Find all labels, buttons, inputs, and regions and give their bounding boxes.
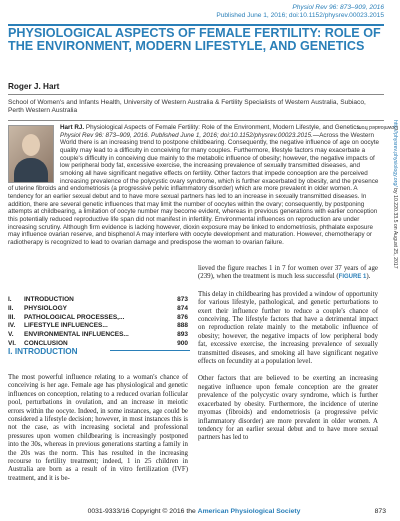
toc-item[interactable]: II. PHYSIOLOGY 874 — [8, 304, 188, 312]
section-heading: I. INTRODUCTION — [8, 347, 78, 356]
affiliation-divider — [8, 120, 384, 121]
figure-1-link[interactable]: FIGURE 1 — [338, 274, 367, 281]
abstract-title: Physiological Aspects of Female Fertility: Role of the Environment, Modern Lifestyle, and Genetics. — [85, 124, 362, 131]
author-divider — [8, 94, 384, 95]
intro-paragraph-2: This delay in childbearing has provided a window of opportunity for various lifestyle, pathological, and genetic perturbations to exert their influence further to reduce a couple's chance of conceiving. The lifestyle factors that have a detrimental impact on reproduction relate mainly to the metabolic influence of obesity; however, the negative impacts of low peripheral body fat, excessive exercise, the increasing prevalence of sexually transmitted diseases, and smoking all have significant negative effects on fecundity at a population level. — [198, 290, 378, 366]
journal-line-1: Physiol Rev 96: 873–909, 2016 — [292, 4, 384, 11]
table-of-contents — [8, 296, 188, 349]
intro-column-right — [198, 265, 378, 452]
society-link[interactable]: American Physiological Society — [197, 508, 301, 515]
toc-item[interactable]: IV. LIFESTYLE INFLUENCES... 888 — [8, 322, 188, 330]
journal-citation — [216, 4, 384, 21]
toc-item[interactable]: I. INTRODUCTION 873 — [8, 296, 188, 303]
section-rule — [110, 350, 190, 351]
article-title: PHYSIOLOGICAL ASPECTS OF FEMALE FERTILITY: ROLE OF THE ENVIRONMENT, MODERN LIFESTYLE, AND GENETICS — [8, 26, 381, 54]
abstract — [8, 124, 382, 247]
abstract-citation: Physiol Rev 96: 873–909, 2016. Published June 1, 2016; doi:10.1152/physrev.00023.2015.— — [60, 131, 320, 139]
journal-line-2: Published June 1, 2016; doi:10.1152/physrev.00023.2015 — [216, 12, 384, 20]
toc-item[interactable]: VI. CONCLUSION 900 — [8, 339, 188, 347]
author-name: Roger J. Hart — [8, 82, 60, 91]
intro-paragraph-1: lieved the figure reaches 1 in 7 for women over 37 years of age (239), when the treatment is much less successful (FIGURE 1). — [198, 265, 378, 281]
download-notice: Downloaded from http://physrev.physiology.org/ by 10.220.33.5 on August 25, 2017 — [357, 120, 398, 269]
intro-paragraph-3: Other factors that are believed to be exerting an increasing negative influence upon female conception are the greater prevalence of the polycystic ovary syndrome, which is further exacerbated by obesity. Furthermore, the incidence of uterine myomas (fibroids) and endometriosis (a progressive pelvic inflammatory disorder) are more prevalent in older women. A tendency for an earlier sexual debut and to have more sexual partners has led to — [198, 375, 378, 442]
page-number: 873 — [374, 508, 386, 515]
download-link[interactable]: http://physrev.physiology.org/ — [392, 120, 398, 187]
author-affiliation: School of Women's and Infants Health, University of Western Australia & Fertility Specialists of Western Australia, Subiaco, Perth Western Australia — [8, 99, 366, 115]
author-portrait — [8, 125, 54, 183]
copyright-footer: 0031-9333/16 Copyright © 2016 the American Physiological Society — [87, 508, 301, 515]
abstract-author: Hart RJ. — [60, 124, 85, 131]
toc-item[interactable]: V. ENVIRONMENTAL INFLUENCES... 893 — [8, 331, 188, 339]
abstract-body: Across the Western World there is an increasing trend to postpone childbearing. Consequently, the negative influence of age on oocyte quality may lead to a difficulty in conceiving for many couples. Furthermore, lifestyle factors may exacerbate a couple's difficulty in conceiving due mainly to the metabolic influence of obesity; however, the negative impacts of low peripheral body fat, excessive exercise, the increasing prevalence of sexually transmitted diseases, and smoking all have significant negative effects on fertility. Other factors that impede conception are the perceived increasing prevalence of the polycystic ovary syndrome, which is further exacerbated by obesity, and the presence of uterine fibroids and endometriosis (a progressive pelvic inflammatory disorder) which are more prevalent in older women. A tendency for an earlier sexual debut and to have more sexual partners has led to an increase in sexually transmitted diseases. In addition, there are several genetic influences that may limit the number of oocytes within the ovary; consequently, by postponing attempts at childbearing, a limitation of oocyte number may become evident, whereas in previous generations with earlier conception this potentially reduced reproductive life span did not manifest in infertility. Environmental influences on reproduction are under increasing scrutiny. Although firm evidence is lacking however, dioxin exposure may be linked to endometriosis, phthalate exposure may influence ovarian reserve, and bisphenol A may interfere with oocyte development and maturation. However, chemotherapy or radiotherapy is recognized to lead to ovarian damage and predispose the woman to ovarian failure. — [8, 131, 380, 246]
toc-item[interactable]: III. PATHOLOGICAL PROCESSES,... 876 — [8, 313, 188, 321]
intro-paragraph-left: The most powerful influence relating to a woman's chance of conceiving is her age. Female age has physiological and genetic influences on conception, relating to a reduced ovarian follicular pool, perturbations in ovulation, and an increase in meiotic errors within the oocyte. Indeed, in some instances, age could be considered a lifestyle decision; however, in most instances this is not the case, as with increasing societal and professional pressures upon women childbearing is increasingly postponed into the 30s, whereas in previous generations starting a family in the 20s was the norm. This has resulted in the increasing recourse to fertility treatment; indeed, 1 in 25 children in Australia are born as a result of in vitro fertilization (IVF) treatment, and it is be- — [8, 374, 188, 482]
